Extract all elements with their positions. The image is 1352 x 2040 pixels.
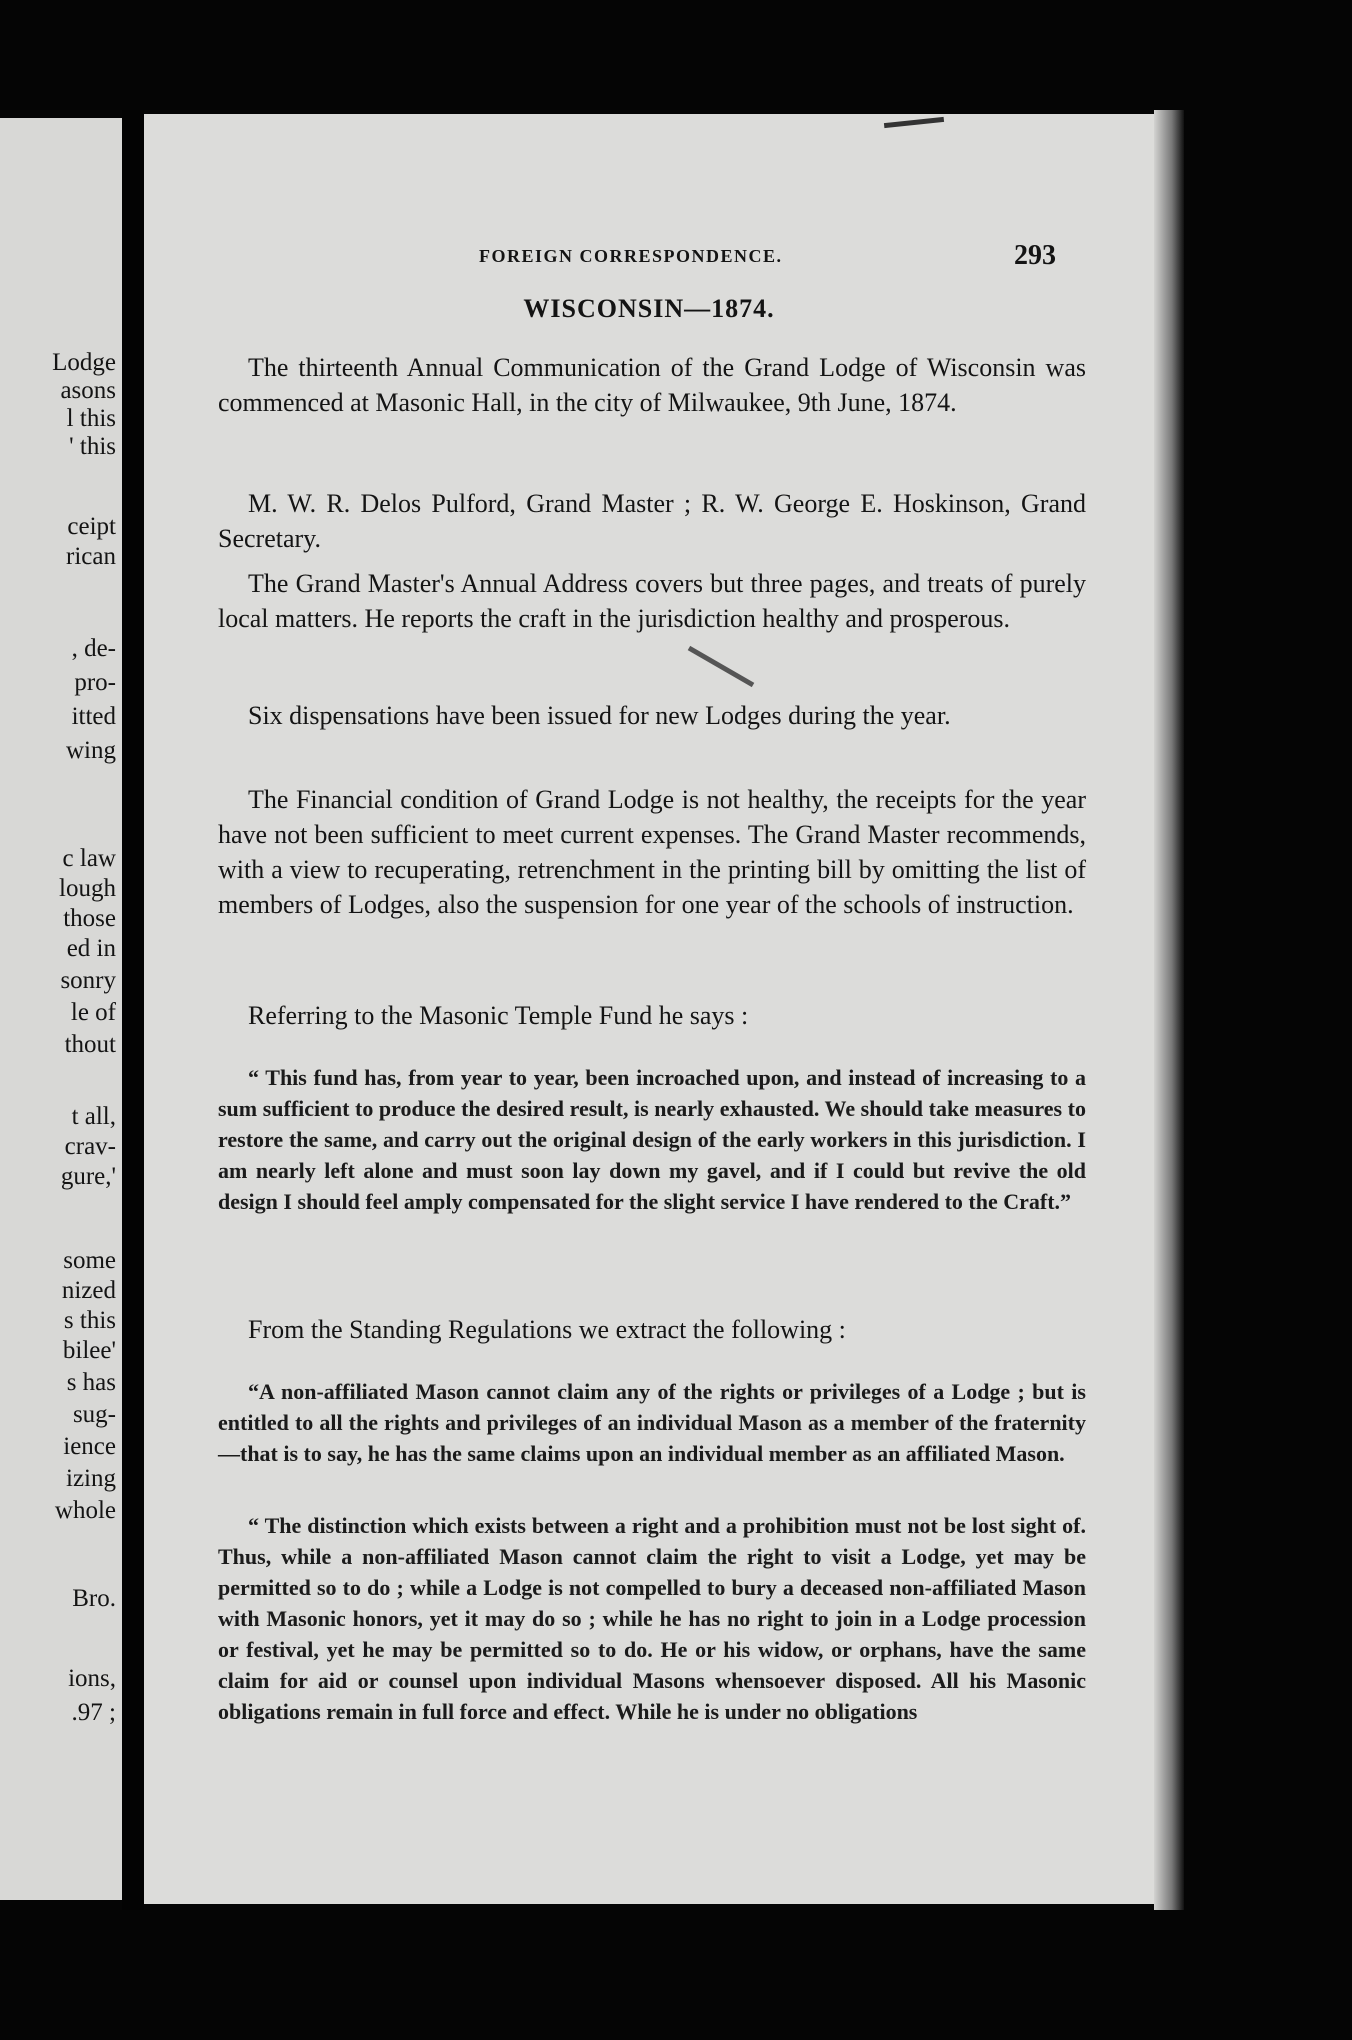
facing-page-line: bilee' — [62, 1337, 116, 1364]
facing-page-fragment — [0, 118, 122, 1900]
facing-page-line: ed in — [66, 935, 116, 962]
facing-page-line: pro- — [74, 669, 116, 696]
page-header — [144, 240, 1154, 276]
facing-page-line: rican — [66, 543, 116, 570]
facing-page-line: c law — [62, 845, 116, 872]
book-page — [144, 114, 1154, 1904]
facing-page-line: t all, — [71, 1103, 116, 1130]
section-title: WISCONSIN—1874. — [523, 294, 775, 323]
facing-page-line: ions, — [68, 1665, 116, 1692]
facing-page-line: thout — [64, 1031, 116, 1058]
facing-page-line: those — [63, 905, 116, 932]
facing-page-line: crav- — [64, 1133, 116, 1160]
page-edge-shadow — [1154, 110, 1184, 1910]
paragraph-temple-fund: Referring to the Masonic Temple Fund he says : — [248, 1001, 749, 1030]
book-gutter — [122, 110, 144, 1910]
facing-page-line: whole — [54, 1497, 116, 1524]
facing-page-line: .97 ; — [71, 1699, 116, 1726]
quote-distinction: “ The distinction which exists between a right and a prohibition must not be lost sight of. Thus, while a non-affiliated Mason cannot claim the right to visit a Lodge, yet may be permitted so to do ; while a Lodge is not compelled to bury a deceased non-affiliated Mason with Masonic honors, yet it may do so ; while he has no right to join in a Lodge procession or festival, yet he may be permitted so to do. He or his widow, or orphans, have the same claim for aid or counsel upon individual Masons whensoever disposed. All his Masonic obligations remain in full force and effect. While he is under no obligations — [218, 1513, 1086, 1724]
facing-page-line: izing — [66, 1465, 116, 1492]
facing-page-line: wing — [66, 737, 116, 764]
facing-page-line: le of — [70, 999, 116, 1026]
facing-page-line: sug- — [72, 1401, 116, 1428]
facing-page-line: l this — [66, 405, 116, 432]
paragraph-financial: The Financial condition of Grand Lodge is not healthy, the receipts for the year have not been sufficient to meet current expenses. The Grand Master recommends, with a view to recuperating, retrenchment in the printing bill by omitting the list of members of Lodges, also the suspension for one year of the schools of instruction. — [218, 785, 1086, 919]
facing-page-line: ' this — [69, 433, 116, 460]
quote-non-affiliated: “A non-affiliated Mason cannot claim any of the rights or privileges of a Lodge ; but is entitled to all the rights and privileges of an individual Mason as a member of the fraternity—that is to say, he has the same claims upon an individual member as an affiliated Mason. — [218, 1379, 1086, 1466]
facing-page-line: ience — [63, 1433, 116, 1460]
facing-page-line: asons — [60, 377, 116, 404]
paragraph-standing-regulations: From the Standing Regulations we extract the following : — [248, 1315, 846, 1344]
page-number: 293 — [1014, 240, 1056, 271]
paragraph-officers: M. W. R. Delos Pulford, Grand Master ; R. W. George E. Hoskinson, Grand Secretary. — [218, 489, 1086, 553]
facing-page-line: ceipt — [67, 513, 116, 540]
facing-page-line: nized — [61, 1277, 116, 1304]
facing-page-line: some — [63, 1247, 116, 1274]
facing-page-line: , de- — [71, 635, 116, 662]
paragraph-dispensations: Six dispensations have been issued for new Lodges during the year. — [248, 701, 951, 730]
quote-temple-fund: “ This fund has, from year to year, been incroached upon, and instead of increasing to a sum sufficient to produce the desired result, is nearly exhausted. We should take measures to restore the same, and carry out the original design of the early workers in this jurisdiction. I am nearly left alone and must soon lay down my gavel, and if I could but revive the old design I should feel amply compensated for the slight service I have rendered to the Craft.” — [218, 1065, 1086, 1214]
facing-page-line: Lodge — [52, 349, 116, 376]
paragraph-opening: The thirteenth Annual Communication of the Grand Lodge of Wisconsin was commenced at Masonic Hall, in the city of Milwaukee, 9th June, 1874. — [218, 353, 1086, 417]
paragraph-address: The Grand Master's Annual Address covers but three pages, and treats of purely local matters. He reports the craft in the jurisdiction healthy and prosperous. — [218, 569, 1086, 633]
facing-page-line: s has — [66, 1369, 116, 1396]
pencil-stroke — [688, 646, 755, 687]
facing-page-line: lough — [59, 875, 116, 902]
facing-page-line: itted — [71, 703, 116, 730]
facing-page-line: Bro. — [72, 1585, 116, 1612]
running-head: FOREIGN CORRESPONDENCE. — [479, 246, 783, 266]
ink-smudge — [884, 117, 944, 128]
facing-page-line: s this — [63, 1307, 116, 1334]
facing-page-line: sonry — [60, 967, 116, 994]
facing-page-line: gure,' — [60, 1163, 116, 1190]
